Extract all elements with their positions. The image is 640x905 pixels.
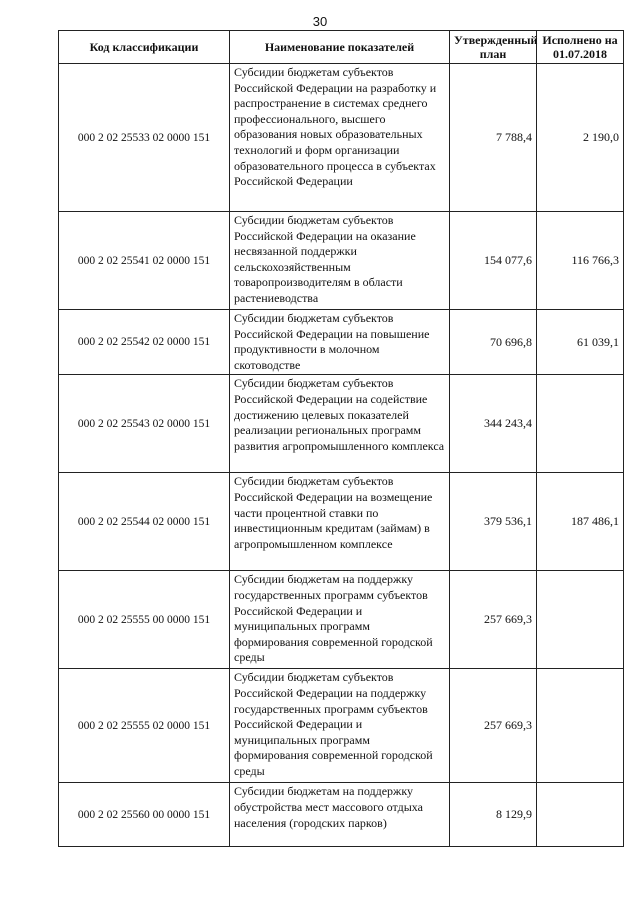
- table-row: [59, 64, 624, 212]
- row-name: Субсидии бюджетам на поддержку обустройства мест массового отдыха населения (городских парков): [230, 783, 450, 847]
- row-executed: [537, 783, 624, 847]
- table-row: [59, 310, 624, 375]
- row-code: 000 2 02 25533 02 0000 151: [59, 64, 230, 212]
- row-name: Субсидии бюджетам субъектов Российской Федерации на разработку и распространение в системах среднего профессионального, высшего образования новых образовательных технологий и форм организации образовательного процесса в субъектах Российской Федерации: [230, 64, 450, 212]
- row-name: Субсидии бюджетам субъектов Российской Федерации на содействие достижению целевых показателей реализации региональных программ развития агропромышленного комплекса: [230, 375, 450, 473]
- row-plan: 154 077,6: [450, 212, 537, 310]
- row-plan: 257 669,3: [450, 669, 537, 783]
- header-name: Наименование показателей: [230, 31, 450, 64]
- row-name: Субсидии бюджетам субъектов Российской Федерации на возмещение части процентной ставки по инвестиционным кредитам (займам) в агропромышленном комплексе: [230, 473, 450, 571]
- row-code: 000 2 02 25541 02 0000 151: [59, 212, 230, 310]
- table-row: [59, 473, 624, 571]
- row-executed: 61 039,1: [537, 310, 624, 375]
- header-plan: Утвержденный план: [450, 31, 537, 64]
- row-executed: [537, 669, 624, 783]
- header-code: Код классификации: [59, 31, 230, 64]
- row-plan: 379 536,1: [450, 473, 537, 571]
- table-row: [59, 669, 624, 783]
- page-number: 30: [312, 14, 328, 29]
- budget-table: [58, 30, 624, 847]
- row-executed: [537, 375, 624, 473]
- row-plan: 257 669,3: [450, 571, 537, 669]
- header-row: [59, 31, 624, 64]
- row-name: Субсидии бюджетам на поддержку государственных программ субъектов Российской Федерации и муниципальных программ формирования современной городской среды: [230, 571, 450, 669]
- row-executed: [537, 571, 624, 669]
- header-executed: Исполнено на 01.07.2018: [537, 31, 624, 64]
- table-row: [59, 571, 624, 669]
- table-row: [59, 375, 624, 473]
- row-executed: 187 486,1: [537, 473, 624, 571]
- row-plan: 7 788,4: [450, 64, 537, 212]
- row-name: Субсидии бюджетам субъектов Российской Федерации на оказание несвязанной поддержки сельскохозяйственным товаропроизводителям в области растениеводства: [230, 212, 450, 310]
- row-code: 000 2 02 25543 02 0000 151: [59, 375, 230, 473]
- table-row: [59, 783, 624, 847]
- row-plan: 344 243,4: [450, 375, 537, 473]
- row-code: 000 2 02 25555 00 0000 151: [59, 571, 230, 669]
- table-header: [59, 31, 624, 64]
- row-code: 000 2 02 25544 02 0000 151: [59, 473, 230, 571]
- row-code: 000 2 02 25542 02 0000 151: [59, 310, 230, 375]
- row-name: Субсидии бюджетам субъектов Российской Федерации на повышение продуктивности в молочном скотоводстве: [230, 310, 450, 375]
- row-executed: 116 766,3: [537, 212, 624, 310]
- row-code: 000 2 02 25555 02 0000 151: [59, 669, 230, 783]
- row-name: Субсидии бюджетам субъектов Российской Федерации на поддержку государственных программ субъектов Российской Федерации и муниципальных программ формирования современной городской среды: [230, 669, 450, 783]
- table-body: [59, 64, 624, 847]
- row-executed: 2 190,0: [537, 64, 624, 212]
- row-plan: 8 129,9: [450, 783, 537, 847]
- table-row: [59, 212, 624, 310]
- row-code: 000 2 02 25560 00 0000 151: [59, 783, 230, 847]
- row-plan: 70 696,8: [450, 310, 537, 375]
